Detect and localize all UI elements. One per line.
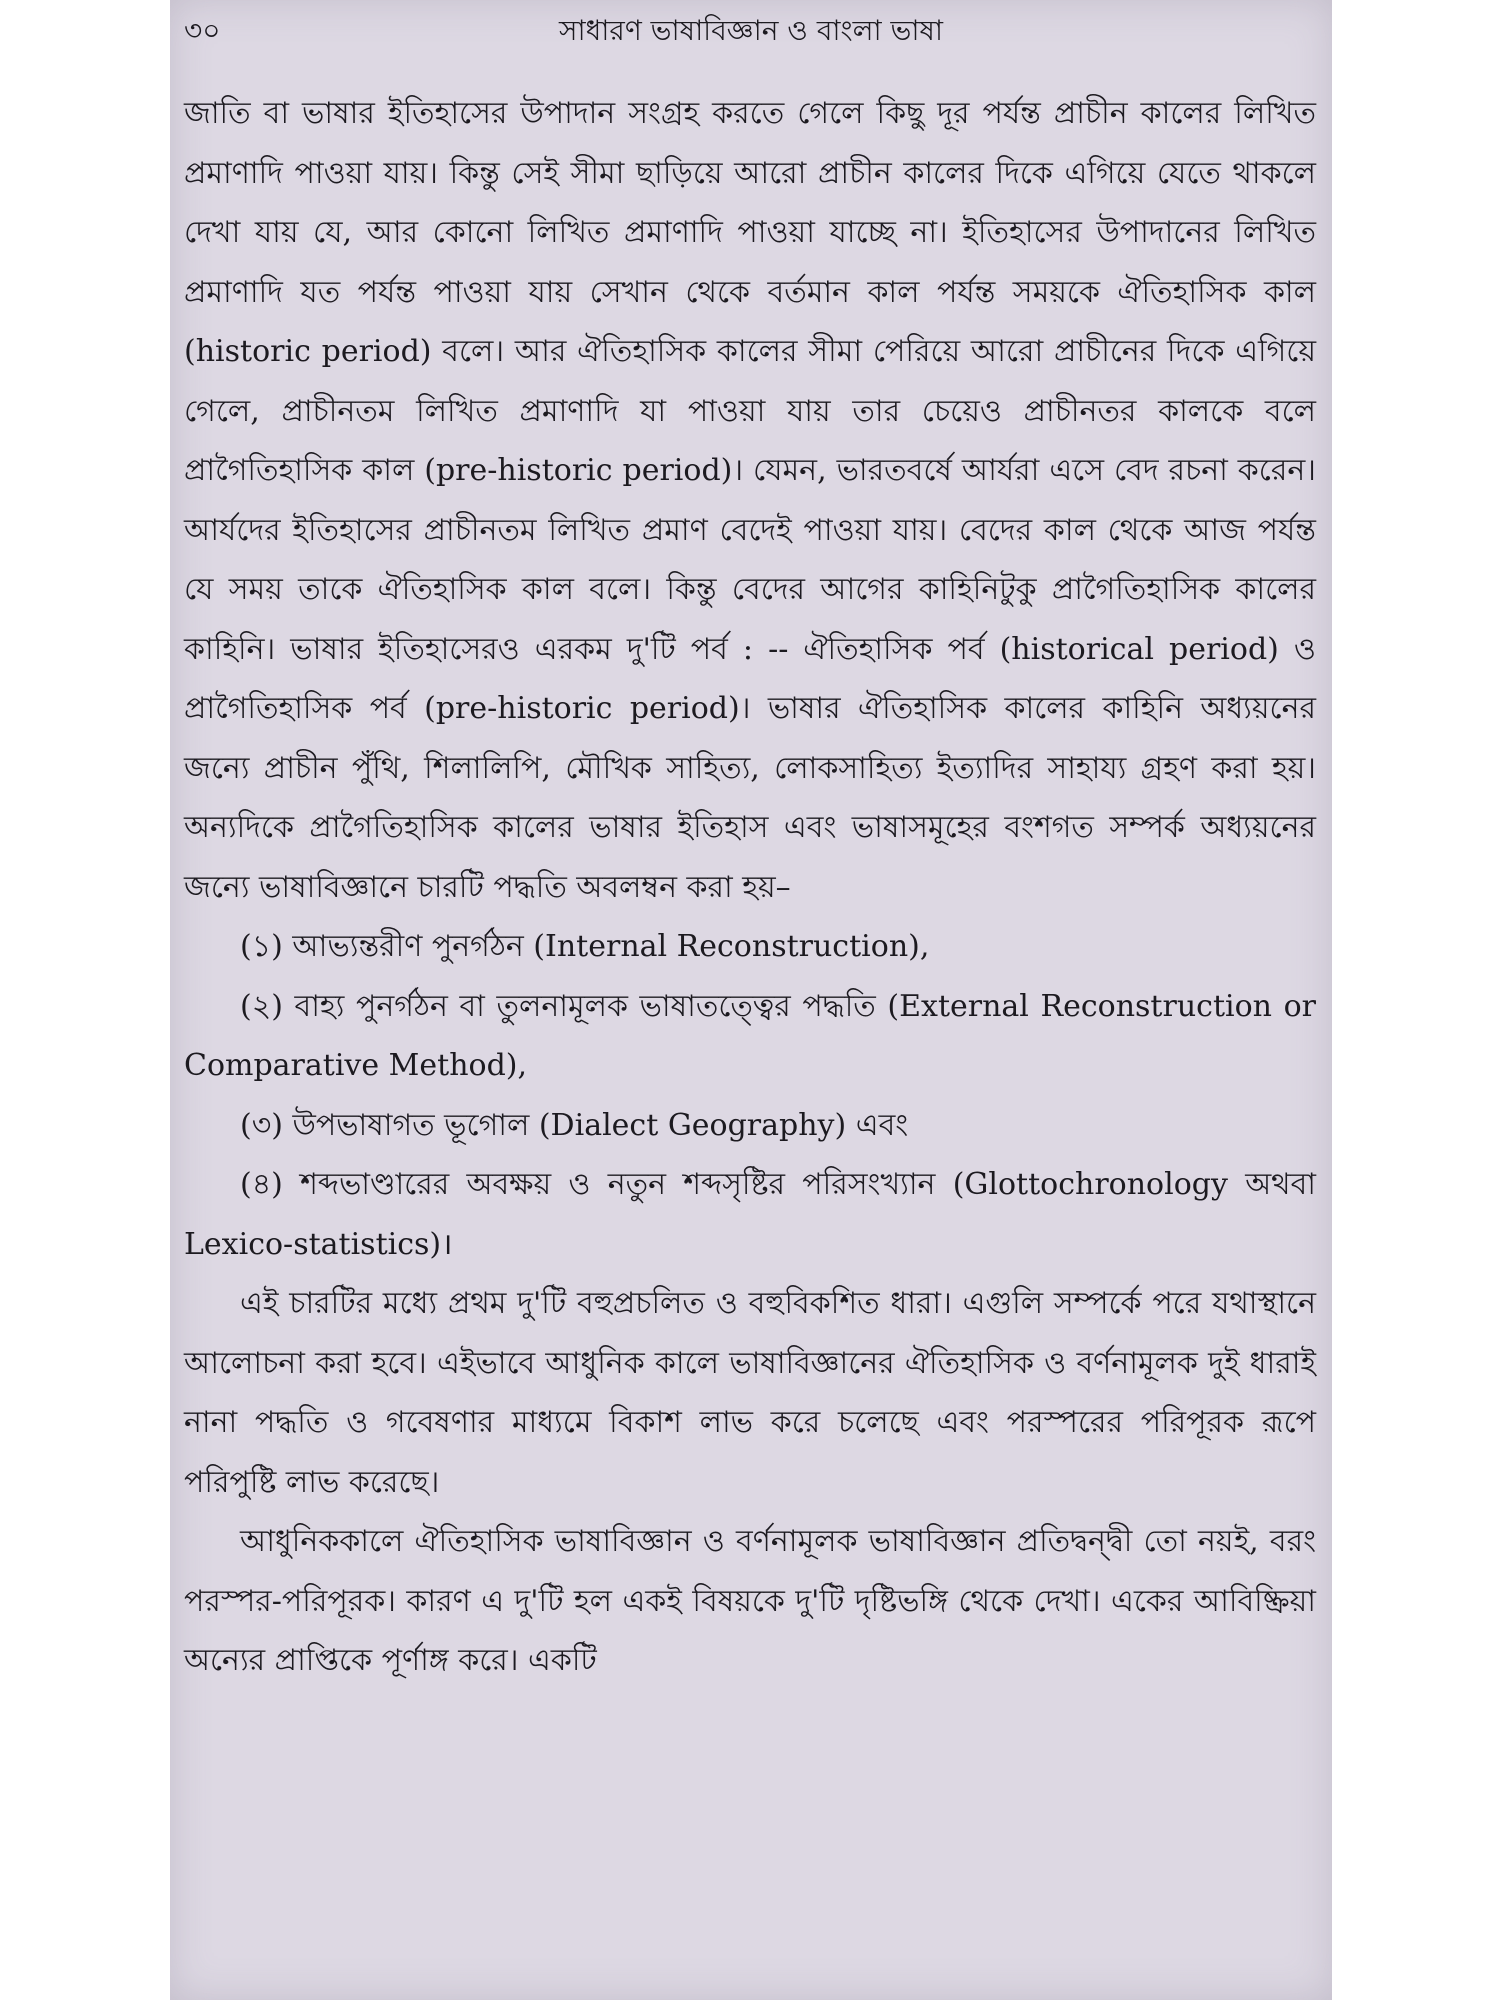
list-item-method-1: (১) আভ্যন্তরীণ পুনর্গঠন (Internal Reconstruction), [240,929,930,964]
page-number: ৩০ [184,14,221,47]
page-body [184,84,1316,1691]
list-item-method-3: (৩) উপভাষাগত ভূগোল (Dialect Geography) এবং [240,1107,909,1143]
list-item-method-4: (৪) শব্দভাণ্ডারের অবক্ষয় ও নতুন শব্দসৃষ্টির পরিসংখ্যান (Glottochronology অথবা Lexico-statistics)। [184,1167,1316,1262]
paragraph-discussion: এই চারটির মধ্যে প্রথম দু'টি বহুপ্রচলিত ও বহুবিকশিত ধারা। এগুলি সম্পর্কে পরে যথাস্থানে আলোচনা করা হবে। এইভাবে আধুনিক কালে ভাষাবিজ্ঞানের ঐতিহাসিক ও বর্ণনামূলক দুই ধারাই নানা পদ্ধতি ও গবেষণার মাধ্যমে বিকাশ লাভ করে চলেছে এবং পরস্পরের পরিপূরক রূপে পরিপুষ্টি লাভ করেছে। [184,1286,1316,1500]
paragraph-conclusion: আধুনিককালে ঐতিহাসিক ভাষাবিজ্ঞান ও বর্ণনামূলক ভাষাবিজ্ঞান প্রতিদ্বন্দ্বী তো নয়ই, বরং পরস্পর-পরিপূরক। কারণ এ দু'টি হল একই বিষয়কে দু'টি দৃষ্টিভঙ্গি থেকে দেখা। একের আবিষ্ক্রিয়া অন্যের প্রাপ্তিকে পূর্ণাঙ্গ করে। একটি [184,1524,1316,1678]
running-title: সাধারণ ভাষাবিজ্ঞান ও বাংলা ভাষা [558,14,944,47]
list-item-method-2: (২) বাহ্য পুনর্গঠন বা তুলনামূলক ভাষাতত্ত্বের পদ্ধতি (External Reconstruction or Comparative Method), [184,988,1316,1083]
paragraph-intro: জাতি বা ভাষার ইতিহাসের উপাদান সংগ্রহ করতে গেলে কিছু দূর পর্যন্ত প্রাচীন কালের লিখিত প্রমাণাদি পাওয়া যায়। কিন্তু সেই সীমা ছাড়িয়ে আরো প্রাচীন কালের দিকে এগিয়ে যেতে থাকলে দেখা যায় যে, আর কোনো লিখিত প্রমাণাদি পাওয়া যাচ্ছে না। ইতিহাসের উপাদানের লিখিত প্রমাণাদি যত পর্যন্ত পাওয়া যায় সেখান থেকে বর্তমান কাল পর্যন্ত সময়কে ঐতিহাসিক কাল (historic period) বলে। আর ঐতিহাসিক কালের সীমা পেরিয়ে আরো প্রাচীনের দিকে এগিয়ে গেলে, প্রাচীনতম লিখিত প্রমাণাদি যা পাওয়া যায় তার চেয়েও প্রাচীনতর কালকে বলে প্রাগৈতিহাসিক কাল (pre-historic period)। যেমন, ভারতবর্ষে আর্যরা এসে বেদ রচনা করেন। আর্যদের ইতিহাসের প্রাচীনতম লিখিত প্রমাণ বেদেই পাওয়া যায়। বেদের কাল থেকে আজ পর্যন্ত যে সময় তাকে ঐতিহাসিক কাল বলে। কিন্তু বেদের আগের কাহিনিটুকু প্রাগৈতিহাসিক কালের কাহিনি। ভাষার ইতিহাসেরও এরকম দু'টি পর্ব : -- ঐতিহাসিক পর্ব (historical period) ও প্রাগৈতিহাসিক পর্ব (pre-historic period)। ভাষার ঐতিহাসিক কালের কাহিনি অধ্যয়নের জন্যে প্রাচীন পুঁথি, শিলালিপি, মৌখিক সাহিত্য, লোকসাহিত্য ইত্যাদির সাহায্য গ্রহণ করা হয়। অন্যদিকে প্রাগৈতিহাসিক কালের ভাষার ইতিহাস এবং ভাষাসমূহের বংশগত সম্পর্ক অধ্যয়নের জন্যে ভাষাবিজ্ঞানে চারটি পদ্ধতি অবলম্বন করা হয়– [184,96,1316,905]
page-header [184,8,1318,54]
book-page [170,0,1332,2000]
